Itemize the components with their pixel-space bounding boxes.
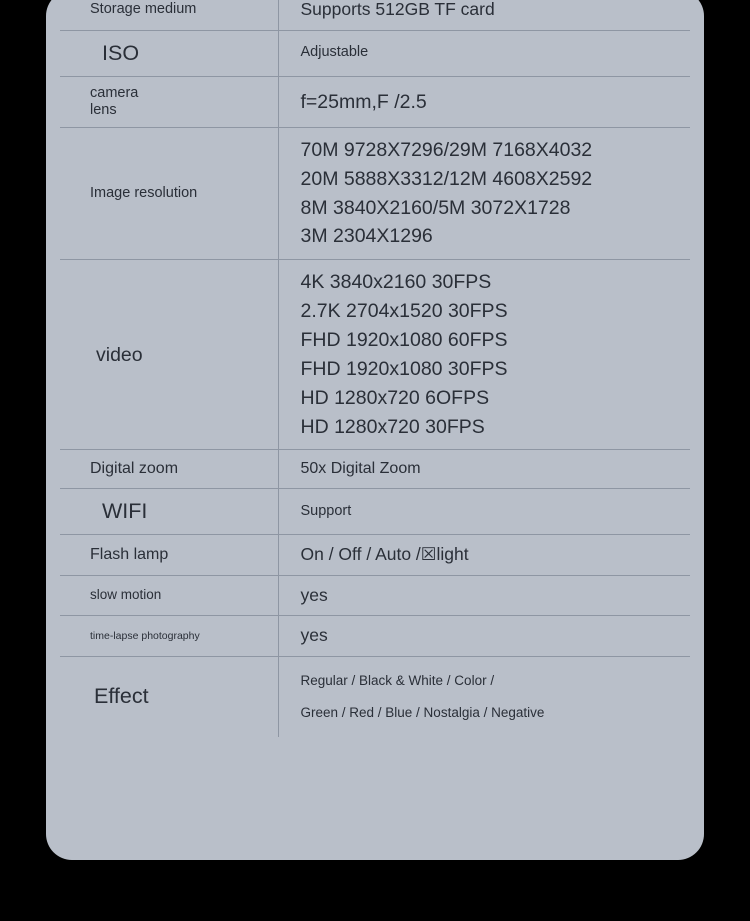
row-label-storage-medium: Storage medium xyxy=(60,0,278,30)
row-value-effect: Regular / Black & White / Color / Green / Red / Blue / Nostalgia / Negative xyxy=(300,672,545,720)
table-row xyxy=(60,575,690,616)
row-value-time-lapse: yes xyxy=(300,625,328,646)
row-value-slow-motion: yes xyxy=(300,584,328,605)
row-value-digital-zoom: 50x Digital Zoom xyxy=(300,460,421,478)
spec-card xyxy=(46,0,704,860)
table-row xyxy=(60,450,690,489)
row-label-camera-lens: camera lens xyxy=(60,76,278,127)
table-row xyxy=(60,489,690,535)
row-value-wifi: Support xyxy=(300,502,352,519)
row-value-flash-lamp: On / Off / Auto /☒light xyxy=(300,544,469,565)
table-row xyxy=(60,0,690,30)
table-row xyxy=(60,30,690,76)
row-value-iso: Adjustable xyxy=(300,44,369,61)
row-label-iso: ISO xyxy=(60,30,278,76)
row-label-wifi: WIFI xyxy=(60,489,278,535)
table-row xyxy=(60,260,690,450)
row-value-image-resolution: 70M 9728X7296/29M 7168X4032 20M 5888X3312/12M 4608X2592 8M 3840X2160/5M 3072X1728 3M 2304X1296 xyxy=(300,138,593,248)
row-value-video: 4K 3840x2160 30FPS 2.7K 2704x1520 30FPS FHD 1920x1080 60FPS FHD 1920x1080 30FPS HD 1280x720 6OFPS HD 1280x720 30FPS xyxy=(300,271,508,438)
row-label-effect: Effect xyxy=(60,656,278,736)
row-label-video: video xyxy=(60,260,278,450)
row-label-slow-motion: slow motion xyxy=(60,575,278,616)
row-label-digital-zoom: Digital zoom xyxy=(60,450,278,489)
row-label-flash-lamp: Flash lamp xyxy=(60,535,278,576)
row-value-storage-medium: Supports 512GB TF card xyxy=(300,0,495,19)
row-label-time-lapse: time-lapse photography xyxy=(60,616,278,657)
table-row xyxy=(60,616,690,657)
table-row xyxy=(60,656,690,736)
table-row xyxy=(60,535,690,576)
specification-table xyxy=(60,0,690,737)
row-value-camera-lens: f=25mm,F /2.5 xyxy=(300,90,427,113)
row-label-image-resolution: Image resolution xyxy=(60,127,278,259)
table-row xyxy=(60,76,690,127)
table-row xyxy=(60,127,690,259)
